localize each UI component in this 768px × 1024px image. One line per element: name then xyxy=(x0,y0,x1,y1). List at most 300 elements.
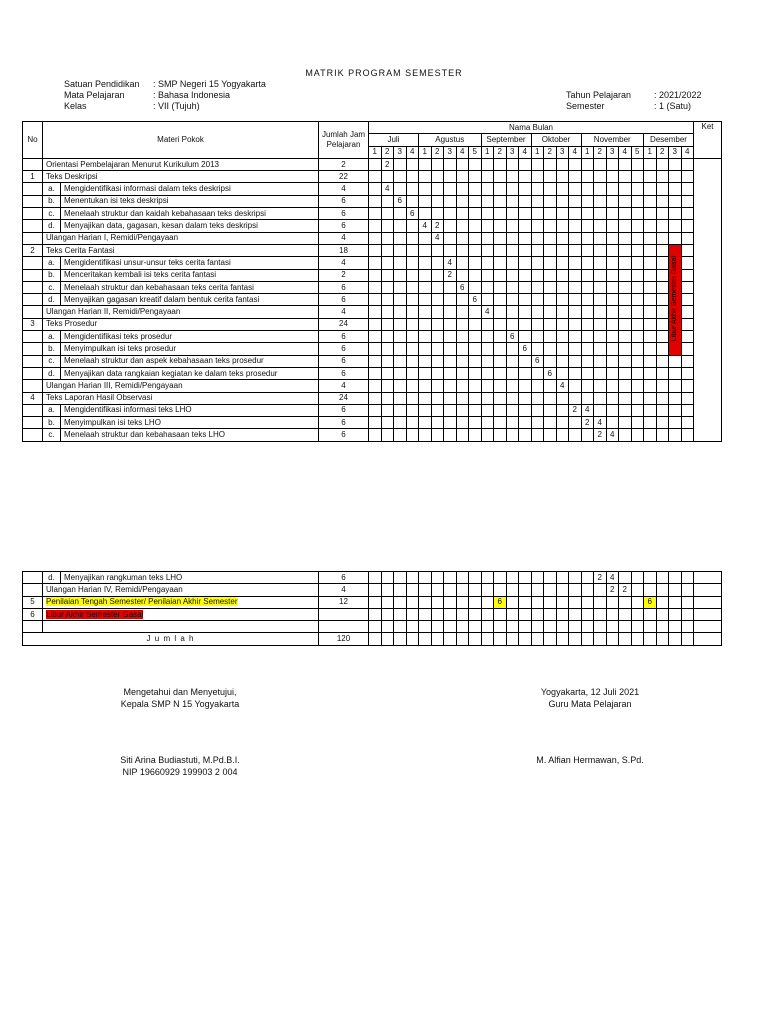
week-cell xyxy=(506,294,519,306)
row-materi xyxy=(43,596,319,608)
week-cell xyxy=(431,208,444,220)
week-cell xyxy=(681,572,694,584)
week-cell xyxy=(631,257,644,269)
document-title: MATRIK PROGRAM SEMESTER xyxy=(305,68,463,78)
week-cell xyxy=(431,331,444,343)
row-sub: c. xyxy=(43,208,61,220)
week-cell xyxy=(569,380,582,392)
week-cell xyxy=(644,318,657,330)
week-cell xyxy=(594,257,607,269)
week-cell xyxy=(519,572,532,584)
week-cell xyxy=(369,220,382,232)
week-cell xyxy=(669,171,682,183)
header-no: No xyxy=(23,122,43,159)
week-cell xyxy=(631,171,644,183)
week-cell xyxy=(469,331,482,343)
week-cell xyxy=(619,306,632,318)
week-cell xyxy=(394,621,407,633)
header-week: 4 xyxy=(406,146,419,158)
row-jam: 4 xyxy=(319,232,369,244)
week-cell xyxy=(419,306,432,318)
row-materi-text: Libur Akhir Semester Gasal xyxy=(46,609,144,619)
week-cell xyxy=(469,232,482,244)
week-cell xyxy=(569,331,582,343)
week-cell xyxy=(469,257,482,269)
header-week: 1 xyxy=(369,146,382,158)
week-cell xyxy=(644,306,657,318)
week-cell xyxy=(519,608,532,620)
week-cell xyxy=(481,158,494,170)
week-cell xyxy=(631,404,644,416)
week-cell xyxy=(506,195,519,207)
week-cell xyxy=(406,392,419,404)
week-cell xyxy=(531,331,544,343)
week-cell xyxy=(631,429,644,441)
vertical-note-cell xyxy=(669,244,682,355)
row-materi: Menceritakan kembali isi teks cerita fantasi xyxy=(61,269,319,281)
week-cell xyxy=(644,269,657,281)
week-cell xyxy=(456,306,469,318)
week-cell xyxy=(669,633,682,645)
week-cell xyxy=(456,318,469,330)
row-no xyxy=(23,281,43,293)
week-cell xyxy=(619,318,632,330)
week-cell xyxy=(519,621,532,633)
info-value: : SMP Negeri 15 Yogyakarta xyxy=(153,79,266,89)
week-cell xyxy=(444,417,457,429)
week-cell xyxy=(606,417,619,429)
week-cell: 4 xyxy=(594,417,607,429)
week-cell xyxy=(381,621,394,633)
week-cell xyxy=(519,269,532,281)
row-sub: d. xyxy=(43,220,61,232)
table-row xyxy=(23,608,722,620)
week-cell xyxy=(444,355,457,367)
week-cell xyxy=(494,269,507,281)
week-cell xyxy=(519,380,532,392)
info-left-values xyxy=(153,79,266,112)
week-cell xyxy=(456,596,469,608)
week-cell xyxy=(456,584,469,596)
week-cell xyxy=(569,429,582,441)
week-cell xyxy=(444,404,457,416)
week-cell xyxy=(369,244,382,256)
week-cell xyxy=(494,294,507,306)
week-cell xyxy=(394,318,407,330)
week-cell xyxy=(681,355,694,367)
row-jam: 2 xyxy=(319,158,369,170)
week-cell xyxy=(619,343,632,355)
header-week: 1 xyxy=(419,146,432,158)
week-cell xyxy=(594,331,607,343)
week-cell xyxy=(681,584,694,596)
week-cell xyxy=(394,572,407,584)
week-cell xyxy=(544,380,557,392)
week-cell xyxy=(394,158,407,170)
week-cell xyxy=(556,596,569,608)
row-jam: 6 xyxy=(319,208,369,220)
week-cell xyxy=(444,572,457,584)
week-cell xyxy=(644,244,657,256)
sign-left-line2: Kepala SMP N 15 Yogyakarta xyxy=(120,699,240,709)
week-cell xyxy=(594,318,607,330)
week-cell xyxy=(456,380,469,392)
week-cell: 4 xyxy=(444,257,457,269)
week-cell xyxy=(606,633,619,645)
week-cell xyxy=(569,244,582,256)
week-cell xyxy=(531,171,544,183)
week-cell xyxy=(644,158,657,170)
week-cell xyxy=(519,220,532,232)
week-cell xyxy=(519,294,532,306)
week-cell xyxy=(506,232,519,244)
week-cell xyxy=(419,171,432,183)
week-cell xyxy=(444,318,457,330)
signature-right xyxy=(510,686,670,766)
week-cell xyxy=(656,208,669,220)
row-no xyxy=(23,257,43,269)
week-cell xyxy=(669,596,682,608)
week-cell xyxy=(506,572,519,584)
row-materi: Menelaah struktur dan aspek kebahasaan teks prosedur xyxy=(61,355,319,367)
table-row xyxy=(23,158,722,170)
week-cell xyxy=(469,380,482,392)
week-cell xyxy=(394,584,407,596)
week-cell xyxy=(394,281,407,293)
week-cell xyxy=(506,417,519,429)
row-materi xyxy=(43,584,319,596)
table-row xyxy=(23,331,722,343)
week-cell xyxy=(556,392,569,404)
header-jumlah-jam: Jumlah Jam Pelajaran xyxy=(319,122,369,159)
week-cell xyxy=(506,281,519,293)
info-right-labels xyxy=(566,90,631,112)
week-cell xyxy=(469,220,482,232)
week-cell xyxy=(406,355,419,367)
week-cell xyxy=(431,404,444,416)
week-cell xyxy=(619,257,632,269)
row-materi xyxy=(43,621,319,633)
week-cell xyxy=(531,417,544,429)
week-cell xyxy=(381,294,394,306)
week-cell xyxy=(644,429,657,441)
row-materi: Menentukan isi teks deskripsi xyxy=(61,195,319,207)
week-cell xyxy=(444,195,457,207)
table-row xyxy=(23,232,722,244)
week-cell xyxy=(619,429,632,441)
week-cell xyxy=(494,195,507,207)
week-cell xyxy=(506,318,519,330)
week-cell xyxy=(594,404,607,416)
week-cell xyxy=(619,633,632,645)
week-cell xyxy=(619,380,632,392)
week-cell xyxy=(431,380,444,392)
week-cell xyxy=(556,572,569,584)
week-cell xyxy=(681,404,694,416)
week-cell xyxy=(581,232,594,244)
row-jam: 4 xyxy=(319,380,369,392)
week-cell xyxy=(481,572,494,584)
header-week: 1 xyxy=(481,146,494,158)
week-cell xyxy=(631,596,644,608)
week-cell xyxy=(631,195,644,207)
week-cell xyxy=(556,208,569,220)
row-materi: Teks Prosedur xyxy=(43,318,319,330)
row-no xyxy=(23,404,43,416)
week-cell xyxy=(419,584,432,596)
row-no: 4 xyxy=(23,392,43,404)
week-cell xyxy=(381,380,394,392)
week-cell xyxy=(369,633,382,645)
week-cell xyxy=(656,596,669,608)
week-cell xyxy=(656,331,669,343)
week-cell xyxy=(656,294,669,306)
week-cell xyxy=(506,633,519,645)
week-cell xyxy=(656,158,669,170)
row-no xyxy=(23,417,43,429)
week-cell xyxy=(556,171,569,183)
week-cell xyxy=(581,294,594,306)
week-cell xyxy=(469,355,482,367)
week-cell xyxy=(644,183,657,195)
week-cell: 6 xyxy=(544,367,557,379)
info-label: Mata Pelajaran xyxy=(64,90,125,100)
week-cell xyxy=(631,220,644,232)
week-cell xyxy=(506,257,519,269)
week-cell xyxy=(519,244,532,256)
week-cell xyxy=(581,306,594,318)
week-cell xyxy=(581,633,594,645)
week-cell: 4 xyxy=(431,232,444,244)
week-cell xyxy=(469,158,482,170)
week-cell xyxy=(381,232,394,244)
row-no: 3 xyxy=(23,318,43,330)
week-cell xyxy=(581,367,594,379)
table-row xyxy=(23,392,722,404)
week-cell xyxy=(631,380,644,392)
week-cell xyxy=(531,596,544,608)
week-cell xyxy=(394,183,407,195)
week-cell xyxy=(594,306,607,318)
week-cell xyxy=(456,257,469,269)
table-row xyxy=(23,584,722,596)
week-cell xyxy=(581,355,594,367)
week-cell xyxy=(431,367,444,379)
week-cell xyxy=(369,232,382,244)
week-cell xyxy=(619,572,632,584)
week-cell xyxy=(394,343,407,355)
week-cell xyxy=(481,621,494,633)
week-cell xyxy=(619,608,632,620)
week-cell xyxy=(494,572,507,584)
week-cell xyxy=(481,380,494,392)
info-label: Satuan Pendidikan xyxy=(64,79,140,89)
week-cell xyxy=(406,306,419,318)
week-cell xyxy=(494,331,507,343)
week-cell xyxy=(381,318,394,330)
week-cell xyxy=(669,208,682,220)
week-cell xyxy=(506,429,519,441)
week-cell xyxy=(519,404,532,416)
week-cell xyxy=(406,596,419,608)
week-cell xyxy=(469,404,482,416)
week-cell xyxy=(519,281,532,293)
week-cell xyxy=(419,633,432,645)
week-cell xyxy=(519,208,532,220)
week-cell xyxy=(419,380,432,392)
row-sub: d. xyxy=(43,294,61,306)
row-materi: Teks Deskripsi xyxy=(43,171,319,183)
week-cell xyxy=(569,584,582,596)
week-cell xyxy=(369,572,382,584)
week-cell xyxy=(506,269,519,281)
week-cell xyxy=(469,596,482,608)
week-cell xyxy=(469,584,482,596)
week-cell xyxy=(569,572,582,584)
week-cell xyxy=(369,380,382,392)
week-cell xyxy=(406,158,419,170)
week-cell xyxy=(681,633,694,645)
row-materi: Mengidentifikasi informasi teks LHO xyxy=(61,404,319,416)
row-materi: Mengidentifikasi teks prosedur xyxy=(61,331,319,343)
week-cell xyxy=(481,596,494,608)
ket-cell xyxy=(694,608,722,620)
week-cell xyxy=(681,158,694,170)
week-cell: 6 xyxy=(644,596,657,608)
week-cell xyxy=(406,220,419,232)
week-cell xyxy=(556,608,569,620)
week-cell xyxy=(569,281,582,293)
week-cell xyxy=(469,208,482,220)
week-cell xyxy=(619,331,632,343)
week-cell xyxy=(469,621,482,633)
info-left-labels xyxy=(64,79,140,112)
ket-cell xyxy=(694,621,722,633)
row-no xyxy=(23,208,43,220)
header-week: 4 xyxy=(619,146,632,158)
ket-cell xyxy=(694,596,722,608)
week-cell xyxy=(656,392,669,404)
header-week: 2 xyxy=(656,146,669,158)
row-no xyxy=(23,355,43,367)
week-cell xyxy=(481,404,494,416)
week-cell xyxy=(519,584,532,596)
week-cell xyxy=(594,355,607,367)
week-cell xyxy=(681,306,694,318)
week-cell xyxy=(669,220,682,232)
week-cell: 4 xyxy=(556,380,569,392)
week-cell xyxy=(594,195,607,207)
week-cell xyxy=(519,355,532,367)
week-cell xyxy=(556,318,569,330)
row-materi: Menyajikan data rangkaian kegiatan ke dalam teks prosedur xyxy=(61,367,319,379)
info-label: Kelas xyxy=(64,101,87,111)
week-cell xyxy=(656,281,669,293)
week-cell xyxy=(406,633,419,645)
week-cell xyxy=(431,171,444,183)
week-cell xyxy=(656,171,669,183)
row-no xyxy=(23,621,43,633)
week-cell xyxy=(394,596,407,608)
week-cell xyxy=(656,355,669,367)
week-cell xyxy=(519,331,532,343)
week-cell xyxy=(594,208,607,220)
row-sub: c. xyxy=(43,355,61,367)
week-cell xyxy=(456,392,469,404)
week-cell xyxy=(531,183,544,195)
ket-cell xyxy=(694,572,722,584)
week-cell xyxy=(556,429,569,441)
week-cell xyxy=(569,355,582,367)
week-cell xyxy=(481,269,494,281)
week-cell xyxy=(656,633,669,645)
week-cell xyxy=(631,633,644,645)
header-month: September xyxy=(481,134,531,146)
week-cell xyxy=(406,244,419,256)
table-row xyxy=(23,195,722,207)
week-cell xyxy=(381,220,394,232)
week-cell xyxy=(656,380,669,392)
week-cell xyxy=(531,244,544,256)
week-cell xyxy=(644,417,657,429)
week-cell xyxy=(431,596,444,608)
week-cell xyxy=(481,183,494,195)
week-cell xyxy=(506,171,519,183)
week-cell xyxy=(481,355,494,367)
week-cell xyxy=(431,318,444,330)
week-cell xyxy=(606,208,619,220)
row-sub: a. xyxy=(43,257,61,269)
row-no xyxy=(23,306,43,318)
week-cell xyxy=(394,306,407,318)
week-cell xyxy=(456,331,469,343)
row-no: 6 xyxy=(23,608,43,620)
table-row xyxy=(23,355,722,367)
week-cell xyxy=(606,621,619,633)
week-cell xyxy=(594,621,607,633)
week-cell xyxy=(644,621,657,633)
week-cell xyxy=(531,195,544,207)
week-cell: 4 xyxy=(606,429,619,441)
week-cell xyxy=(594,244,607,256)
week-cell xyxy=(581,392,594,404)
week-cell xyxy=(431,183,444,195)
week-cell xyxy=(606,608,619,620)
row-no xyxy=(23,232,43,244)
week-cell xyxy=(456,417,469,429)
row-materi: Mengidentifikasi unsur-unsur teks cerita fantasi xyxy=(61,257,319,269)
week-cell xyxy=(519,171,532,183)
header-materi: Materi Pokok xyxy=(43,122,319,159)
table-row xyxy=(23,404,722,416)
week-cell xyxy=(619,621,632,633)
week-cell xyxy=(469,183,482,195)
week-cell xyxy=(419,429,432,441)
week-cell xyxy=(619,195,632,207)
week-cell xyxy=(369,584,382,596)
week-cell xyxy=(431,244,444,256)
week-cell xyxy=(469,171,482,183)
row-no xyxy=(23,183,43,195)
week-cell xyxy=(581,269,594,281)
week-cell: 2 xyxy=(431,220,444,232)
week-cell xyxy=(406,380,419,392)
header-week: 2 xyxy=(594,146,607,158)
week-cell xyxy=(556,584,569,596)
week-cell xyxy=(381,596,394,608)
week-cell xyxy=(669,404,682,416)
week-cell xyxy=(644,220,657,232)
